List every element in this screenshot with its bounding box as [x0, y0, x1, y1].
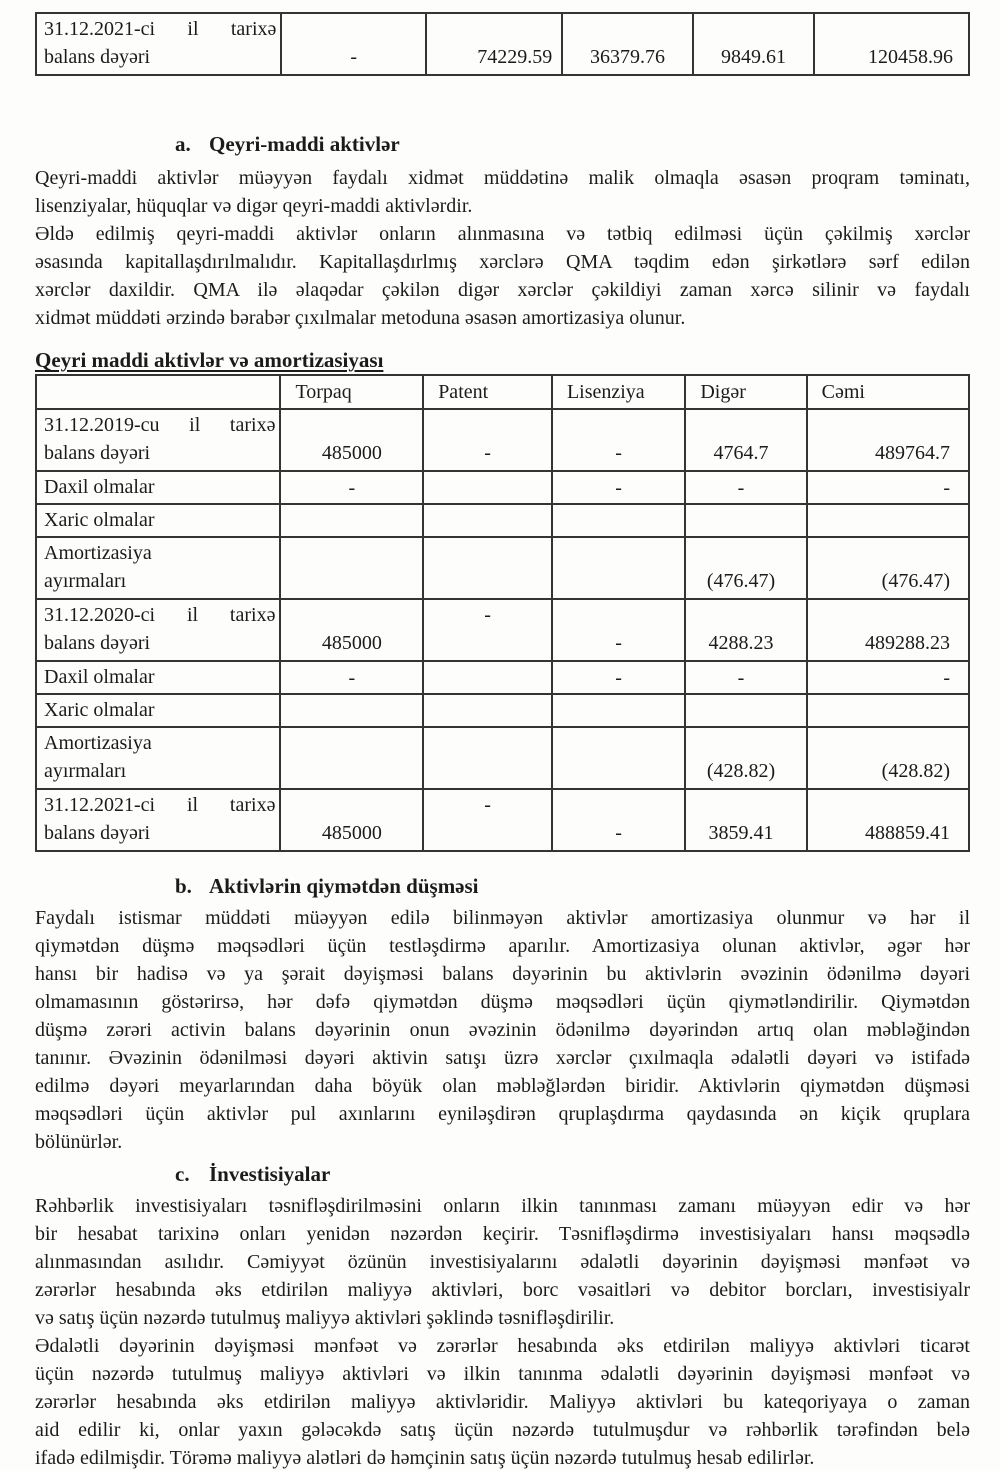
- top-balance-table: [35, 12, 970, 76]
- table-cell: -: [552, 599, 685, 661]
- section-b-marker: b.: [175, 874, 192, 898]
- row-label: [36, 409, 280, 471]
- text-line: Amortizasiya: [44, 732, 152, 754]
- row-label: [36, 694, 280, 727]
- table-cell: 36379.76: [562, 13, 693, 75]
- table-cell: -: [685, 661, 806, 694]
- table-cell: -: [280, 661, 423, 694]
- table-row: [36, 727, 969, 789]
- table-cell: -: [280, 471, 423, 504]
- column-header: Digər: [685, 375, 806, 409]
- table-cell: [423, 537, 552, 599]
- section-a-paragraph-2: [35, 220, 970, 332]
- table-cell: [423, 727, 552, 789]
- table-cell: [423, 504, 552, 537]
- text-line: edilmə dəyəri meyarlarından daha böyük olan məbləğlərdən biridir. Aktivlərin qiymətdən düşməsi: [35, 1075, 970, 1097]
- table-cell: 3859.41: [685, 789, 806, 851]
- section-a-title: Qeyri-maddi aktivlər: [209, 132, 400, 156]
- table-cell: (476.47): [685, 537, 806, 599]
- table-cell: 74229.59: [426, 13, 562, 75]
- section-b-paragraph: [35, 904, 970, 1156]
- row-label: [36, 789, 280, 851]
- table-cell: -: [423, 409, 552, 471]
- table-cell: -: [552, 661, 685, 694]
- text-line: ayırmaları: [44, 760, 127, 782]
- section-c-marker: c.: [175, 1162, 190, 1186]
- table-cell: -: [552, 789, 685, 851]
- table-cell: -: [281, 13, 426, 75]
- table-cell: [552, 727, 685, 789]
- column-header: Torpaq: [280, 375, 423, 409]
- text-line: əsasında kapitallaşdırılmalıdır. Kapitallaşdırlmış xərclərə QMA təqdim edən şirkətlərə sərf edilən: [35, 251, 970, 273]
- table-cell: 488859.41: [807, 789, 969, 851]
- text-line: ayırmaları: [44, 570, 127, 592]
- row-label: [36, 537, 280, 599]
- table-cell: (428.82): [685, 727, 806, 789]
- table-row: [36, 789, 969, 851]
- section-b-title: Aktivlərin qiymətdən düşməsi: [209, 874, 479, 898]
- text-line: xidmət müddəti ərzində bərabər çıxılmalar metoduna əsasən amortizasiya olunur.: [35, 307, 686, 329]
- table-cell: -: [423, 599, 552, 661]
- text-line: Amortizasiya: [44, 542, 152, 564]
- row-label: [36, 504, 280, 537]
- table-cell: 4764.7: [685, 409, 806, 471]
- row-label: [36, 471, 280, 504]
- table-row: [36, 409, 969, 471]
- text-line: balans dəyəri: [44, 442, 151, 464]
- section-a-heading: [35, 130, 970, 158]
- table-cell: [552, 504, 685, 537]
- table-cell: 485000: [280, 409, 423, 471]
- text-line: 31.12.2020-ci il tarixə: [44, 604, 276, 626]
- text-line: 31.12.2021-ci il tarixə: [44, 18, 277, 40]
- table-cell: [423, 661, 552, 694]
- table-cell: [552, 537, 685, 599]
- table-cell: 4288.23: [685, 599, 806, 661]
- text-line: Xaric olmalar: [44, 699, 155, 721]
- section-c-heading: [35, 1160, 970, 1188]
- text-line: Ədalətli dəyərinin dəyişməsi mənfəət və zərərlər hesabında əks etdirilən maliyyə aktivləri ticarət: [35, 1335, 970, 1357]
- table-cell: [552, 694, 685, 727]
- section-b-heading: [35, 872, 970, 900]
- text-line: balans dəyəri: [44, 46, 151, 68]
- table-row: [36, 13, 969, 75]
- text-line: hansı bir hadisə və ya şərait dəyişməsi balans dəyərinin bu aktivlərin əvəzinin ödənilmə dəyəri: [35, 963, 970, 985]
- text-line: tanınır. Əvəzinin ödənilməsi dəyəri aktivin satışı üzrə xərclər çıxılmaqla ədalətli dəyəri və istifadə: [35, 1047, 970, 1069]
- text-line: Rəhbərlik investisiyaları təsnifləşdirilməsini onların ilkin tanınması zamanı müəyyən edir və hər: [35, 1195, 970, 1217]
- table-row: [36, 504, 969, 537]
- table-row: [36, 537, 969, 599]
- table-cell: [280, 727, 423, 789]
- table-cell: 120458.96: [814, 13, 969, 75]
- text-line: üçün nəzərdə tutulmuş maliyyə aktivləri və ilkin tanınma ədalətli dəyərinin dəyişməsi mənfəət və: [35, 1363, 970, 1385]
- table-cell: [685, 694, 806, 727]
- text-line: zərərlər hesabında əks etdirilən maliyyə aktivləri, borc vəsaitləri və debitor borcları, investisiyalr: [35, 1279, 970, 1301]
- table-cell: [280, 694, 423, 727]
- table-cell: [685, 504, 806, 537]
- table-cell: [280, 537, 423, 599]
- text-line: Qeyri-maddi aktivlər müəyyən faydalı xidmət müddətinə malik olmaqla əsasən proqram təminatı,: [35, 167, 970, 189]
- text-line: alınmasından asılıdır. Cəmiyyət özünün investisiyalarını ədalətli dəyərinin dəyişməsi mənfəət və: [35, 1251, 970, 1273]
- table-cell: [423, 471, 552, 504]
- table-cell: [423, 694, 552, 727]
- column-header: Lisenziya: [552, 375, 685, 409]
- table-row: [36, 661, 969, 694]
- nma-table-title: Qeyri maddi aktivlər və amortizasiyası: [35, 348, 384, 372]
- text-line: balans dəyəri: [44, 632, 151, 654]
- table-cell: -: [807, 471, 969, 504]
- column-header: Patent: [423, 375, 552, 409]
- text-line: xərclər daxildir. QMA ilə əlaqədar çəkilən digər xərclər çəkildiyi zaman xərcə silinir və faydalı: [35, 279, 970, 301]
- table-cell: -: [552, 409, 685, 471]
- text-line: 31.12.2019-cu il tarixə: [44, 414, 276, 436]
- table-cell: (428.82): [807, 727, 969, 789]
- text-line: Daxil olmalar: [44, 476, 155, 498]
- row-label: [36, 13, 281, 75]
- text-line: 31.12.2021-ci il tarixə: [44, 794, 276, 816]
- text-line: balans dəyəri: [44, 822, 151, 844]
- table-cell: [807, 504, 969, 537]
- text-line: Əldə edilmiş qeyri-maddi aktivlər onların alınmasına və tətbiq edilməsi üçün çəkilmiş xərclər: [35, 223, 970, 245]
- table-row: [36, 694, 969, 727]
- table-header-row: [36, 375, 969, 409]
- table-cell: 485000: [280, 599, 423, 661]
- intangible-assets-table: [35, 374, 970, 852]
- text-line: qiymətdən düşmə məqsədləri üçün testləşdirmə aparılır. Amortizasiya olunan aktivlər, əgər hər: [35, 935, 970, 957]
- text-line: ifadə edilmişdir. Törəmə maliyyə alətləri də həmçinin satış üçün nəzərdə tutulmuş hesab edilirlər.: [35, 1447, 815, 1469]
- section-c-title: İnvestisiyalar: [209, 1162, 331, 1186]
- column-header: Cəmi: [807, 375, 969, 409]
- table-cell: 489764.7: [807, 409, 969, 471]
- section-a-marker: a.: [175, 132, 191, 156]
- column-header: [36, 375, 280, 409]
- table-cell: (476.47): [807, 537, 969, 599]
- text-line: lisenziyalar, hüquqlar və digər qeyri-maddi aktivlərdir.: [35, 195, 473, 217]
- table-cell: -: [423, 789, 552, 851]
- table-cell: 485000: [280, 789, 423, 851]
- text-line: bölünürlər.: [35, 1131, 123, 1153]
- section-a-paragraph-1: [35, 164, 970, 220]
- table-cell: [807, 694, 969, 727]
- table-cell: [280, 504, 423, 537]
- text-line: aid edilir ki, onlar yaxın gələcəkdə satış üçün nəzərdə tutulmuşdur və rəhbərlik tərəfindən belə: [35, 1419, 970, 1441]
- text-line: olmamasının göstərirsə, hər dəfə qiymətdən düşmə məqsədləri üçün qiymətləndirilir. Qiymətdən: [35, 991, 970, 1013]
- table-cell: 489288.23: [807, 599, 969, 661]
- text-line: bir hesabat tarixinə onları yenidən nəzərdən keçirir. Təsnifləşdirmə investisiyaları hansı məqsədlə: [35, 1223, 970, 1245]
- text-line: Xaric olmalar: [44, 509, 155, 531]
- table-row: [36, 599, 969, 661]
- table-cell: -: [552, 471, 685, 504]
- table-cell: 9849.61: [693, 13, 814, 75]
- text-line: düşmə zərəri activin balans dəyərinin onun əvəzinin ödənilmə dəyərindən artıq olan məbləğindən: [35, 1019, 970, 1041]
- section-c-paragraph-2: [35, 1332, 970, 1471]
- table-row: [36, 471, 969, 504]
- text-line: və satış üçün nəzərdə tutulmuş maliyyə aktivləri şəklində təsnifləşdirilir.: [35, 1307, 615, 1329]
- row-label: [36, 599, 280, 661]
- table-cell: -: [685, 471, 806, 504]
- text-line: zərərlər hesabında əks etdirilən maliyyə aktivləridir. Maliyyə aktivləri bu kateqoriyaya o zaman: [35, 1391, 970, 1413]
- text-line: məqsədləri üçün aktivlər pul axınlarını eyniləşdirən qruplaşdırma qaydasında ən kiçik qruplara: [35, 1103, 970, 1125]
- text-line: Daxil olmalar: [44, 666, 155, 688]
- row-label: [36, 661, 280, 694]
- row-label: [36, 727, 280, 789]
- table-cell: -: [807, 661, 969, 694]
- text-line: Faydalı istismar müddəti müəyyən edilə bilinməyən aktivlər amortizasiya olunmur və hər il: [35, 907, 970, 929]
- section-c-paragraph-1: [35, 1192, 970, 1332]
